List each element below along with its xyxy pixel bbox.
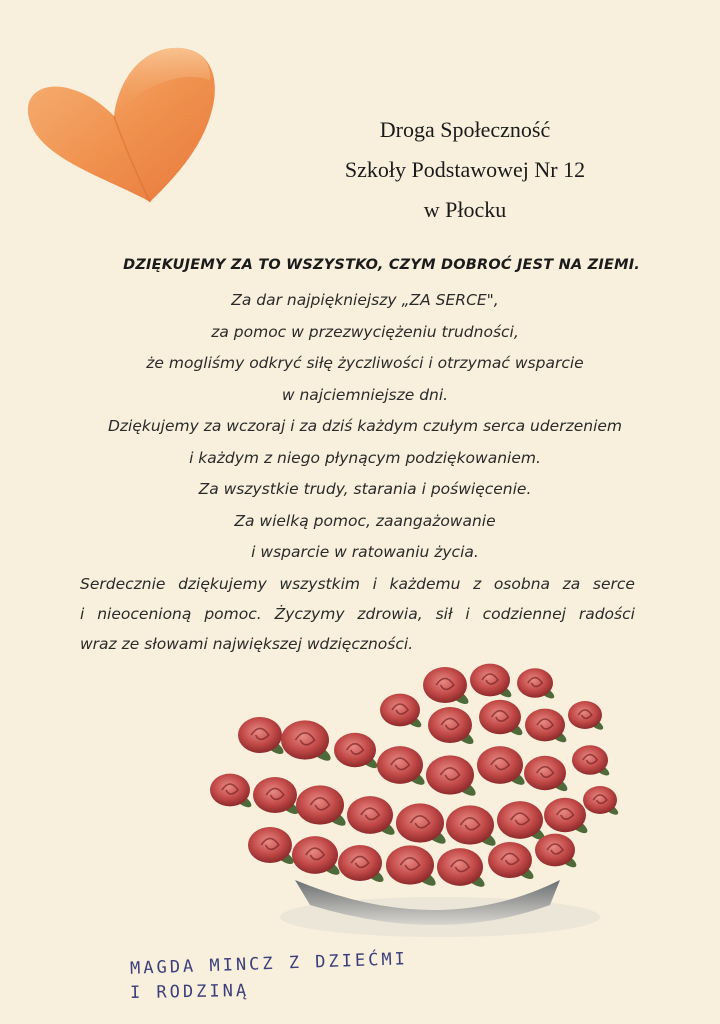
closing-word: pomoc. xyxy=(204,604,262,623)
closing-word: Serdecznie xyxy=(80,574,166,593)
letter-body xyxy=(0,285,720,653)
rose-blossom xyxy=(334,733,380,771)
rose-blossom xyxy=(396,803,448,847)
rose-blossom xyxy=(347,796,397,838)
rose-blossom xyxy=(281,720,333,764)
rose-blossom xyxy=(479,700,525,738)
closing-line xyxy=(80,569,635,599)
rose-blossom xyxy=(477,746,527,788)
closing-word: dziękujemy xyxy=(178,574,267,593)
rose-heart-bouquet-image xyxy=(200,655,630,940)
body-line: Za dar najpiękniejszy „ZA SERCE", xyxy=(231,291,499,309)
closing-word: każdemu xyxy=(389,574,461,593)
rose-blossom xyxy=(428,707,476,747)
rose-blossom xyxy=(470,664,514,700)
letter-headline: DZIĘKUJEMY ZA TO WSZYSTKO, CZYM DOBROĆ JEST NA ZIEMI. xyxy=(123,257,640,273)
closing-word: osobna xyxy=(493,574,551,593)
rose-blossom xyxy=(572,745,611,778)
rose-blossom xyxy=(524,756,570,794)
closing-word: serce xyxy=(592,574,635,593)
rose-blossom xyxy=(296,785,348,829)
address-line-2: Szkoły Podstawowej Nr 12 xyxy=(344,157,586,182)
closing-word: zdrowia, xyxy=(357,604,423,623)
signature-line-2: I RODZINĄ xyxy=(129,980,250,1004)
rose-blossom xyxy=(423,667,471,707)
closing-word: Życzymy xyxy=(274,604,345,623)
closing-word: z xyxy=(473,574,482,593)
body-line: Dziękujemy za wczoraj i za dziś każdym czułym serca uderzeniem xyxy=(107,417,623,435)
body-line: Za wielką pomoc, zaangażowanie xyxy=(234,511,496,530)
letter-address xyxy=(300,110,630,230)
rose-blossom xyxy=(338,845,386,885)
rose-blossom xyxy=(377,746,427,788)
rose-blossom xyxy=(544,798,590,836)
closing-word: sił xyxy=(435,604,453,623)
body-line: za pomoc w przezwyciężeniu trudności, xyxy=(211,322,519,341)
body-line: i wsparcie w ratowaniu życia. xyxy=(251,543,479,561)
rose-blossom xyxy=(583,786,620,817)
rose-blossom xyxy=(517,668,556,701)
handwritten-signature xyxy=(129,949,490,1012)
closing-word: za xyxy=(562,574,581,593)
closing-paragraph xyxy=(80,569,635,659)
closing-word: i xyxy=(465,604,470,623)
body-line: i każdym z niego płynącym podziękowaniem. xyxy=(189,448,541,467)
rose-blossom xyxy=(292,836,342,878)
closing-word: nieocenioną xyxy=(97,604,192,623)
body-line: że mogliśmy odkryć siłę życzliwości i otrzymać wsparcie xyxy=(146,354,584,372)
rose-blossom xyxy=(248,827,296,867)
rose-blossom xyxy=(437,848,487,890)
closing-line: wraz ze słowami największej wdzięczności. xyxy=(80,634,414,653)
orange-heart-icon xyxy=(22,40,222,210)
body-line: Za wszystkie trudy, starania i poświęcenie. xyxy=(198,480,532,498)
rose-blossom xyxy=(446,805,498,849)
closing-word: i xyxy=(372,574,377,593)
address-line-3: w Płocku xyxy=(423,197,507,222)
rose-blossom xyxy=(535,834,579,870)
rose-blossom xyxy=(497,801,547,843)
signature-line-1: MAGDA MINCZ Z DZIEĆMI xyxy=(129,949,409,979)
rose-blossom xyxy=(386,845,438,889)
closing-word: wszystkim xyxy=(279,574,361,593)
rose-blossom xyxy=(568,701,605,732)
body-line: w najciemniejsze dni. xyxy=(281,385,449,404)
rose-blossom xyxy=(525,709,569,745)
rose-blossom xyxy=(488,842,536,882)
rose-blossom xyxy=(380,694,424,730)
rose-blossom xyxy=(253,777,301,817)
closing-word: i xyxy=(80,604,85,623)
closing-line xyxy=(80,599,635,629)
closing-word: radości xyxy=(578,604,635,623)
closing-word: codziennej xyxy=(482,604,566,623)
address-line-1: Droga Społeczność xyxy=(379,117,551,142)
rose-blossom xyxy=(210,774,254,810)
rose-blossom xyxy=(238,717,286,757)
rose-blossom xyxy=(426,755,478,799)
